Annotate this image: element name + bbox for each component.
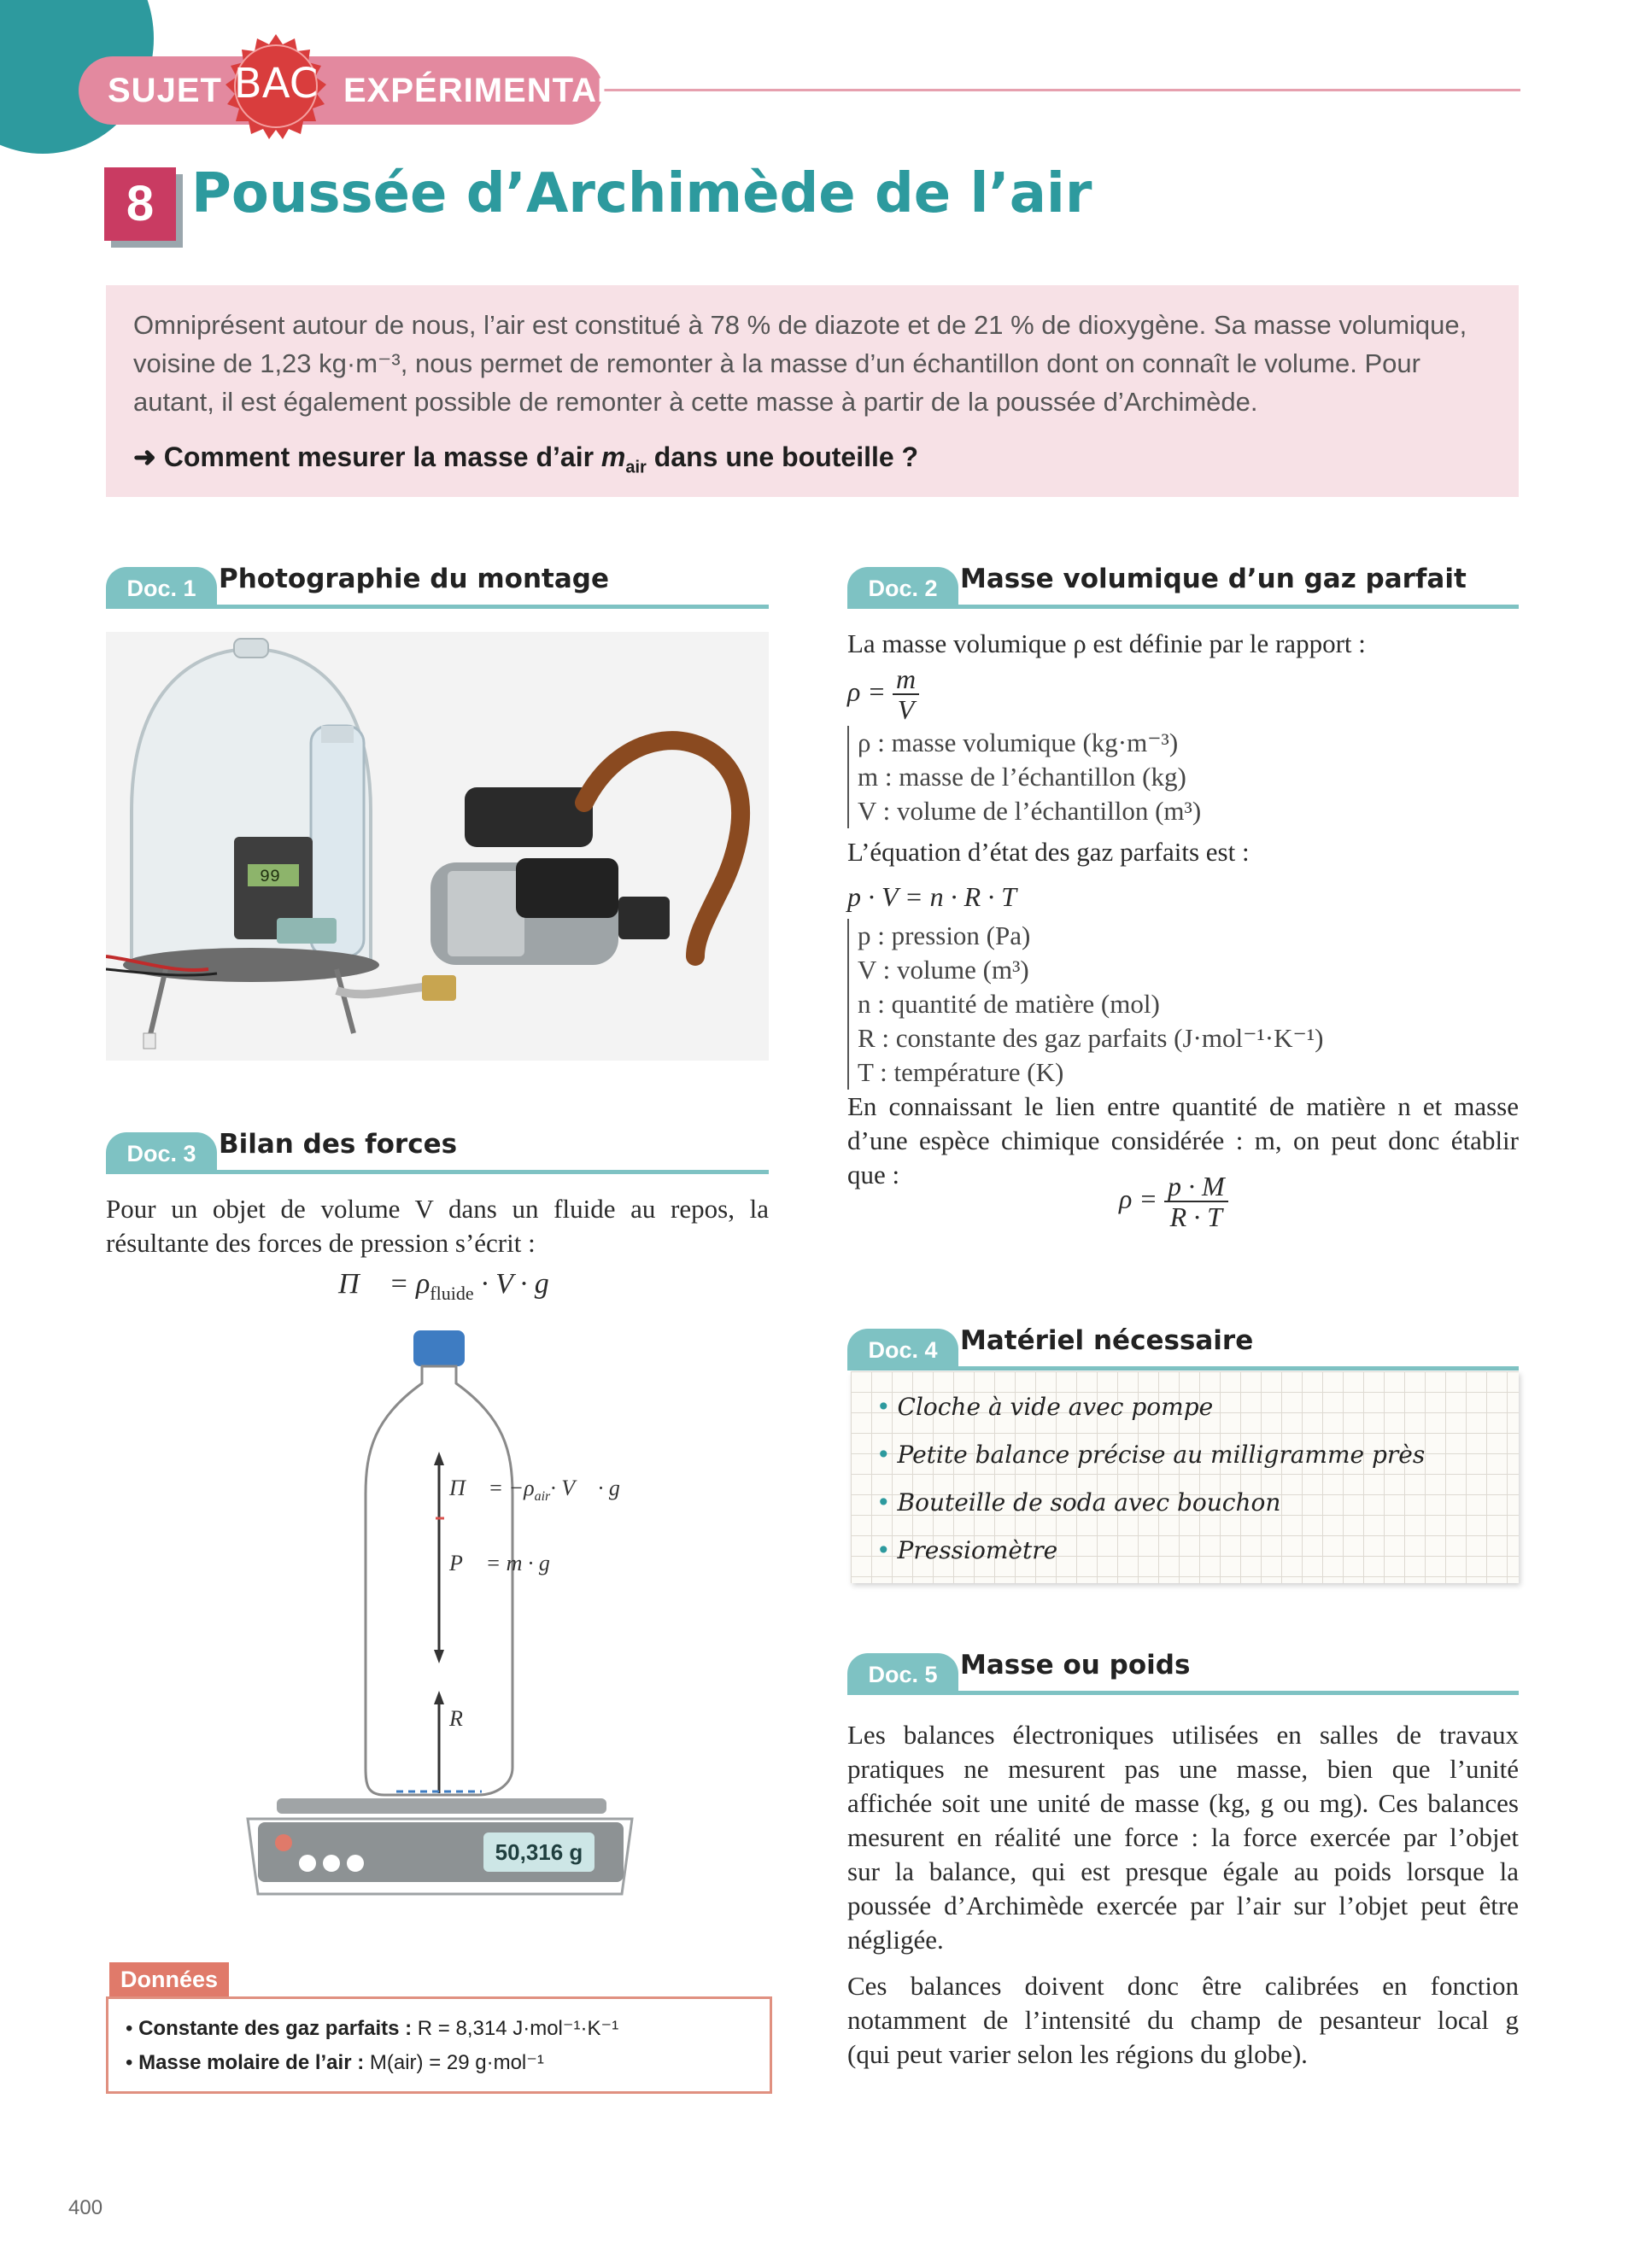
formula-left: Π⃗ = ρ <box>338 1268 430 1300</box>
material-item: • Pressiomètre <box>876 1536 1058 1564</box>
doc3-title: Bilan des forces <box>219 1129 458 1160</box>
doc1-rule <box>106 605 769 609</box>
def-n: n : quantité de matière (mol) <box>858 989 1160 1019</box>
reaction-label: R⃗ <box>449 1706 481 1731</box>
conclusion-line-1: En connaissant le lien entre quantité de matière n et masse <box>847 1091 1519 1121</box>
doc2-tab: Doc. 2 <box>847 567 958 606</box>
pi-force-label <box>449 1476 620 1505</box>
setup-photo <box>106 632 769 1061</box>
conclusion-line-2: d’une espèce chimique considérée : m, on peut donc établir <box>847 1125 1519 1155</box>
donnees-box <box>106 1996 772 2094</box>
m-over-v-num: m <box>893 664 919 695</box>
def-m: m : masse de l’échantillon (kg) <box>858 762 1186 792</box>
doc3-header <box>106 1125 769 1170</box>
doc5-p1-line: poussée d’Archimède exercée par l’air sur l’objet peut être <box>847 1891 1519 1920</box>
page-title: Poussée d’Archimède de l’air <box>191 162 1092 225</box>
doc4-rule <box>847 1366 1519 1371</box>
doc5-p2-line: (qui peut varier selon les régions du globe). <box>847 2039 1308 2069</box>
doc2-defs-1 <box>847 726 1519 828</box>
pm-over-rt-den: R · T <box>1169 1201 1222 1232</box>
rho-eq: ρ = <box>847 675 886 707</box>
def-volume: V : volume (m³) <box>858 955 1029 985</box>
doc2-header <box>847 560 1519 605</box>
material-list <box>851 1371 1519 1583</box>
doc5-title: Masse ou poids <box>960 1650 1191 1681</box>
doc5-p1-line: Les balances électroniques utilisées en salles de travaux <box>847 1720 1519 1750</box>
intro-line-2: voisine de 1,23 kg·m⁻³, nous permet de remonter à la masse d’un échantillon dont on connaît le volume. Pour <box>133 348 1420 378</box>
doc5-p1-line: mesurent en réalité une force : la force exercée par l’objet <box>847 1822 1519 1852</box>
page-number: 400 <box>68 2196 103 2219</box>
donnees-tab: Données <box>109 1962 229 1996</box>
gauge-display: 99 <box>260 868 281 887</box>
doc3-text-line-2: résultante des forces de pression s’écrit : <box>106 1228 536 1258</box>
molar-mass-value: M(air) = 29 g·mol⁻¹ <box>364 2051 544 2074</box>
doc2-body <box>847 627 1519 1252</box>
formula-sub: fluide <box>430 1282 474 1304</box>
doc1-tab: Doc. 1 <box>106 567 217 606</box>
exercise-number: 8 <box>104 167 176 241</box>
m-over-v-den: V <box>897 694 915 725</box>
conclusion-line-3: que : <box>847 1160 900 1190</box>
doc3-tab: Doc. 3 <box>106 1132 217 1172</box>
sujet-label: SUJET <box>108 72 222 109</box>
scale-display: 50,316 g <box>495 1839 583 1865</box>
doc2-title: Masse volumique d’un gaz parfait <box>960 564 1467 594</box>
bac-label: BAC <box>233 60 319 108</box>
gas-constant-value: R = 8,314 J·mol⁻¹·K⁻¹ <box>412 2017 619 2040</box>
header-rule <box>598 89 1520 91</box>
donnees-line-2: • Masse molaire de l’air : M(air) = 29 g·mol⁻¹ <box>126 2051 544 2074</box>
pi-label: Π⃗ = −ρ <box>449 1476 535 1500</box>
state-equation: p · V = n · R · T <box>847 881 1016 912</box>
def-p: p : pression (Pa) <box>858 921 1031 950</box>
pi-label-rest: · V⃗ · g <box>550 1476 620 1500</box>
intro-line-3: autant, il est également possible de remonter à cette masse à partir de la poussée d’Archimède. <box>133 387 1258 417</box>
donnees-line-1: • Constante des gaz parfaits : R = 8,314 J·mol⁻¹·K⁻¹ <box>126 2017 619 2040</box>
pi-label-sub: air <box>534 1489 551 1505</box>
doc5-p2-line: Ces balances doivent donc être calibrées en fonction <box>847 1971 1519 2001</box>
doc5-header <box>847 1646 1519 1691</box>
doc2-intro: La masse volumique ρ est définie par le rapport : <box>847 628 1366 658</box>
final-formula <box>1119 1172 1640 1231</box>
rho-definition <box>847 664 1519 724</box>
molar-mass-label: Masse molaire de l’air : <box>138 2051 365 2074</box>
bac-badge <box>222 32 330 140</box>
doc3-text <box>106 1192 769 1260</box>
doc5-p1-line: affichée soit une unité de masse (kg, g ou mg). Ces balances <box>847 1788 1519 1818</box>
intro-line-1: Omniprésent autour de nous, l’air est constitué à 78 % de diazote et de 21 % de dioxygène. Sa masse volumique, <box>133 310 1467 340</box>
question-m: m <box>600 441 626 472</box>
pm-over-rt <box>1164 1172 1228 1231</box>
final-rho-eq: ρ = <box>1119 1183 1157 1214</box>
doc5-tab: Doc. 5 <box>847 1653 958 1692</box>
material-item-label: Bouteille de soda avec bouchon <box>897 1488 1281 1517</box>
forces-diagram <box>239 1324 649 1904</box>
intro-question <box>133 441 918 477</box>
doc1-header <box>106 560 769 605</box>
formula-right: · V · g⃗ <box>481 1268 572 1300</box>
question-sub: air <box>625 458 647 477</box>
def-r: R : constante des gaz parfaits (J·mol⁻¹·K⁻¹) <box>858 1023 1324 1053</box>
doc5-p1-line: sur la balance, qui est presque égale au poids lorsque la <box>847 1856 1519 1886</box>
material-item-label: Pressiomètre <box>897 1536 1058 1564</box>
pm-over-rt-num: p · M <box>1164 1172 1228 1202</box>
def-v: V : volume de l’échantillon (m³) <box>858 796 1202 826</box>
doc3-formula <box>338 1267 571 1311</box>
intro-box <box>106 285 1519 497</box>
doc1-title: Photographie du montage <box>219 564 609 594</box>
material-item-label: Petite balance précise au milligramme près <box>897 1441 1426 1469</box>
def-rho: ρ : masse volumique (kg·m⁻³) <box>858 728 1179 757</box>
doc5-body <box>847 1718 1519 2072</box>
doc2-defs-2 <box>847 919 1519 1090</box>
weight-label: P⃗ = m · g⃗ <box>449 1551 568 1575</box>
doc3-text-line-1: Pour un objet de volume V dans un fluide au repos, la <box>106 1194 769 1224</box>
def-t: T : température (K) <box>858 1057 1064 1087</box>
doc4-header <box>847 1322 1519 1366</box>
doc4-title: Matériel nécessaire <box>960 1325 1254 1356</box>
vacuum-setup-illustration <box>106 632 769 1061</box>
experimental-label: EXPÉRIMENTAL <box>343 72 619 109</box>
m-over-v <box>893 664 919 724</box>
doc4-tab: Doc. 4 <box>847 1329 958 1368</box>
gas-constant-label: Constante des gaz parfaits : <box>138 2017 413 2040</box>
material-item: • Cloche à vide avec pompe <box>876 1393 1214 1421</box>
question-prefix: ➜ Comment mesurer la masse d’air <box>133 441 601 472</box>
doc5-p1-line: pratiques ne mesurent pas une masse, bien que l’unité <box>847 1754 1519 1784</box>
sujet-bac-banner <box>79 56 619 125</box>
doc5-rule <box>847 1691 1519 1695</box>
doc5-p1-line: négligée. <box>847 1925 944 1955</box>
question-suffix: dans une bouteille ? <box>646 441 919 472</box>
doc2-rule <box>847 605 1519 609</box>
doc5-p2-line: notamment de l’intensité du champ de pesanteur local g <box>847 2005 1519 2035</box>
material-item-label: Cloche à vide avec pompe <box>897 1393 1214 1421</box>
bottle-balance-illustration <box>239 1324 649 1904</box>
material-item: • Petite balance précise au milligramme près <box>876 1441 1426 1469</box>
material-item: • Bouteille de soda avec bouchon <box>876 1488 1281 1517</box>
doc3-rule <box>106 1170 769 1174</box>
doc2-state-intro: L’équation d’état des gaz parfaits est : <box>847 837 1250 867</box>
